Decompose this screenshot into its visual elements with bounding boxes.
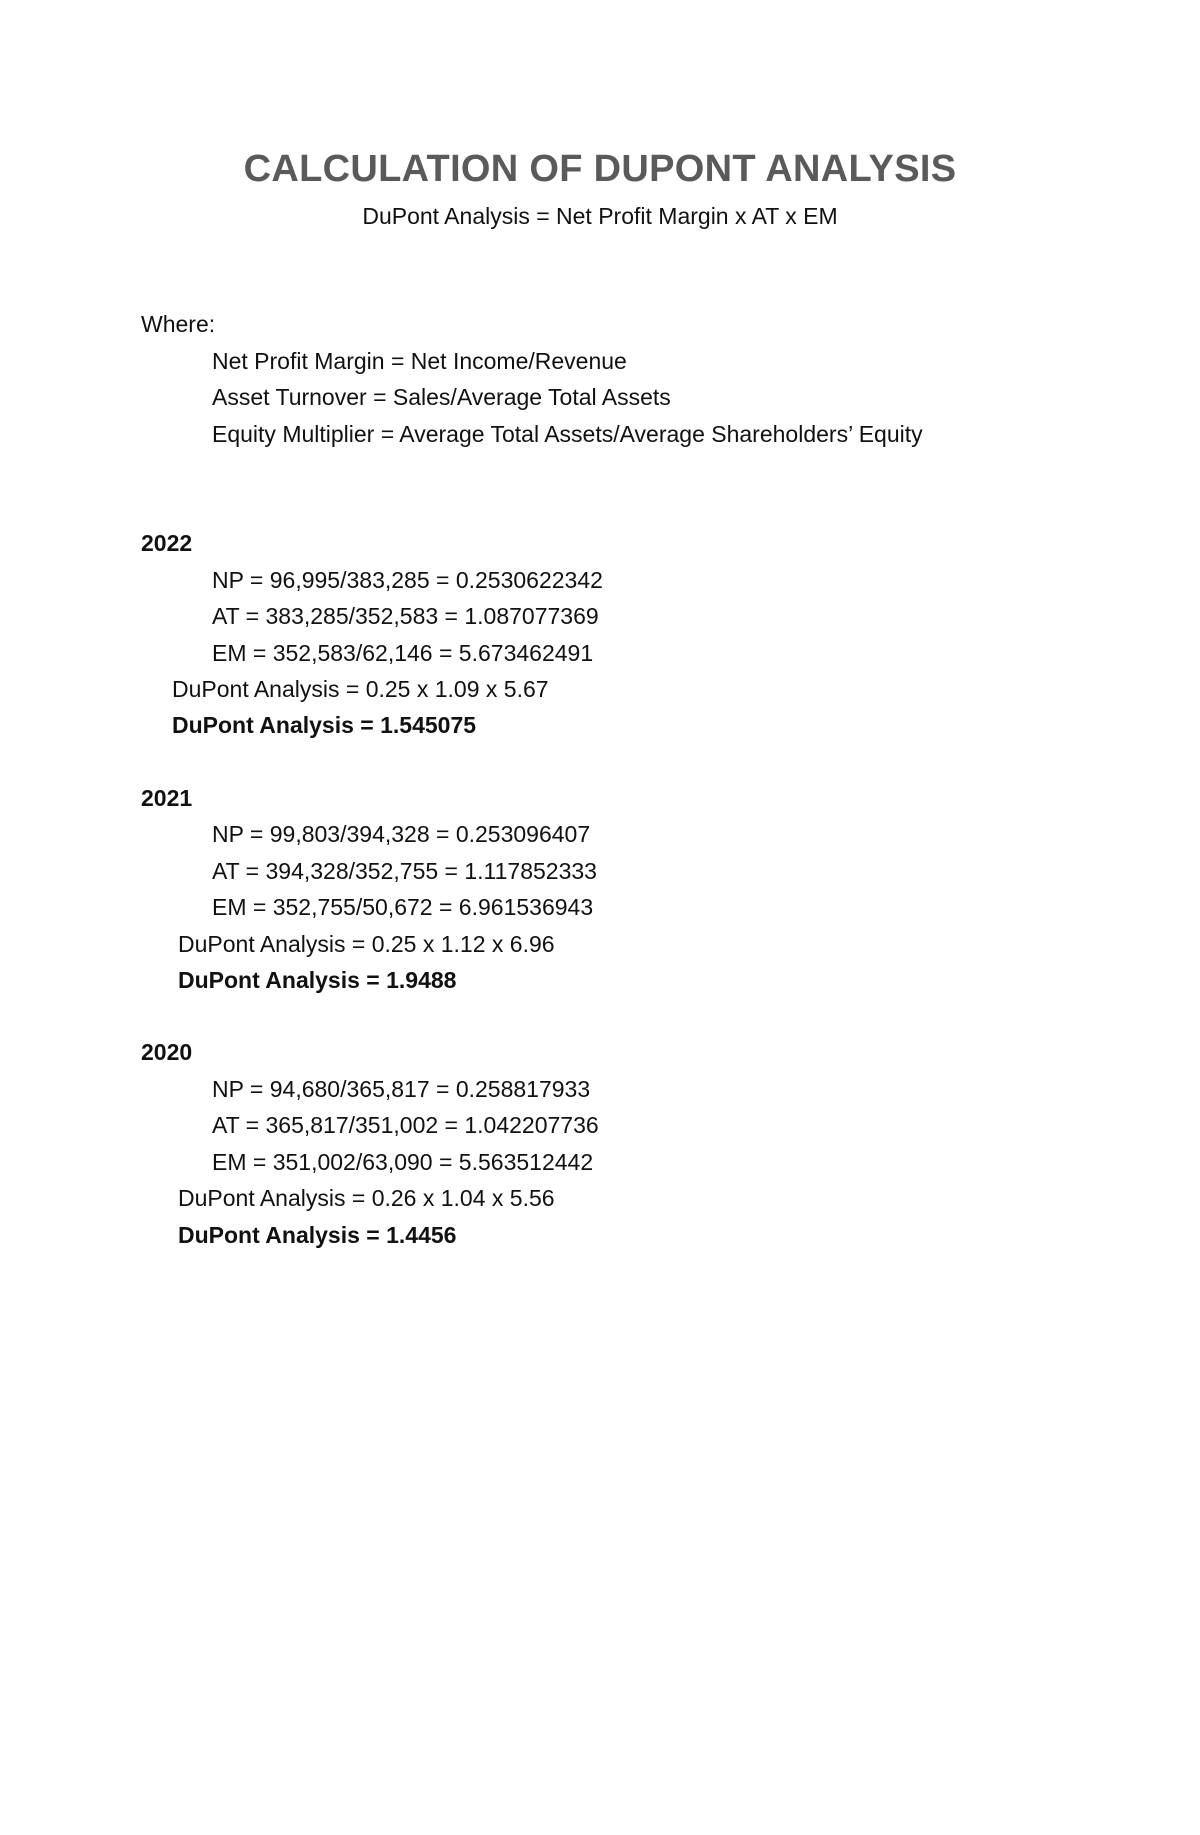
result-line-2022: DuPont Analysis = 1.545075 — [172, 712, 477, 738]
formula-text: DuPont Analysis = Net Profit Margin x AT x EM — [362, 203, 838, 229]
document-title: CALCULATION OF DUPONT ANALYSIS — [243, 148, 957, 190]
result-line-2020: DuPont Analysis = 1.4456 — [178, 1222, 457, 1248]
at-line-2021: AT = 394,328/352,755 = 1.117852333 — [212, 858, 597, 884]
product-line-2022: DuPont Analysis = 0.25 x 1.09 x 5.67 — [172, 676, 549, 702]
np-line-2021: NP = 99,803/394,328 = 0.253096407 — [212, 821, 591, 847]
np-line-2020: NP = 94,680/365,817 = 0.258817933 — [212, 1076, 591, 1102]
definition-net-profit-margin: Net Profit Margin = Net Income/Revenue — [212, 348, 627, 374]
product-line-2021: DuPont Analysis = 0.25 x 1.12 x 6.96 — [178, 931, 555, 957]
definition-asset-turnover: Asset Turnover = Sales/Average Total Assets — [212, 384, 671, 410]
year-heading-2022: 2022 — [141, 530, 193, 556]
result-line-2021: DuPont Analysis = 1.9488 — [178, 967, 457, 993]
at-line-2022: AT = 383,285/352,583 = 1.087077369 — [212, 603, 599, 629]
where-label: Where: — [141, 311, 216, 337]
product-line-2020: DuPont Analysis = 0.26 x 1.04 x 5.56 — [178, 1185, 555, 1211]
em-line-2020: EM = 351,002/63,090 = 5.563512442 — [212, 1149, 594, 1175]
em-line-2021: EM = 352,755/50,672 = 6.961536943 — [212, 894, 594, 920]
np-line-2022: NP = 96,995/383,285 = 0.2530622342 — [212, 567, 603, 593]
em-line-2022: EM = 352,583/62,146 = 5.673462491 — [212, 640, 594, 666]
definition-equity-multiplier: Equity Multiplier = Average Total Assets/Average Shareholders’ Equity — [212, 421, 923, 447]
year-heading-2021: 2021 — [141, 785, 193, 811]
at-line-2020: AT = 365,817/351,002 = 1.042207736 — [212, 1112, 599, 1138]
year-heading-2020: 2020 — [141, 1039, 193, 1065]
